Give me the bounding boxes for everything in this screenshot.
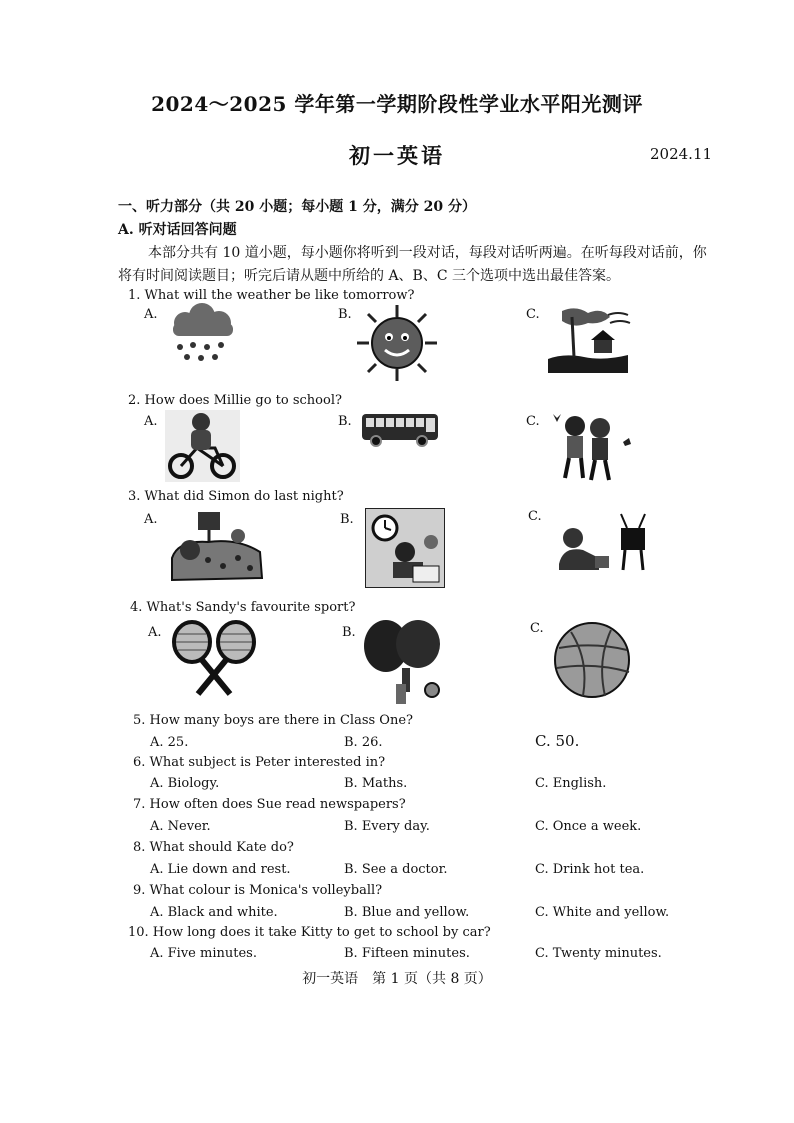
option-b: B. Blue and yellow. [344,905,470,920]
question-8: 8. What should Kate do? [133,840,294,855]
question-6: 6. What subject is Peter interested in? [133,755,386,770]
exam-subject: 初一英语 [349,143,445,168]
exam-date: 2024.11 [650,145,713,163]
sun-icon [355,303,439,383]
option-label: B. [342,625,356,640]
option-label: A. [144,512,158,527]
option-c: C. Once a week. [535,819,642,834]
section-heading: 一、听力部分（共 20 小题；每小题 1 分，满分 20 分） [118,199,476,215]
question-10: 10. How long does it take Kitty to get to school by car? [128,925,491,940]
option-c: C. 50. [535,732,580,750]
option-b: B. See a doctor. [344,862,448,877]
windy-tree-icon [544,303,632,373]
question-2: 2. How does Millie go to school? [128,393,342,408]
option-label: A. [144,307,158,322]
option-label: A. [148,625,162,640]
option-a: A. Five minutes. [150,946,257,961]
question-4: 4. What's Sandy's favourite sport? [130,600,356,615]
option-b: B. Fifteen minutes. [344,946,470,961]
option-c: C. Drink hot tea. [535,862,645,877]
page-footer: 初一英语 第 1 页（共 8 页） [302,971,492,987]
option-c: C. English. [535,776,607,791]
bicycle-icon [165,410,240,482]
question-5: 5. How many boys are there in Class One? [133,713,413,728]
watching-tv-icon [555,512,647,574]
walking-children-icon [545,408,640,486]
question-3: 3. What did Simon do last night? [128,489,344,504]
question-9: 9. What colour is Monica's volleyball? [133,883,383,898]
volleyball-icon [553,620,631,700]
sleeping-icon [168,508,266,586]
instructions-line-1: 本部分共有 10 道小题，每小题你将听到一段对话，每段对话听两遍。在听每段对话前，你 [148,245,707,261]
option-a: A. Lie down and rest. [150,862,291,877]
option-b: B. Every day. [344,819,430,834]
option-b: B. Maths. [344,776,408,791]
part-a-heading: A. 听对话回答问题 [118,222,237,238]
option-label: C. [526,307,540,322]
ping-pong-icon [362,618,444,706]
option-label: C. [526,414,540,429]
option-label: B. [338,307,352,322]
question-7: 7. How often does Sue read newspapers? [133,797,406,812]
option-b: B. 26. [344,735,383,750]
option-label: B. [340,512,354,527]
option-a: A. Black and white. [150,905,278,920]
option-c: C. White and yellow. [535,905,670,920]
option-label: B. [338,414,352,429]
instructions-line-2: 将有时间阅读题目；听完后请从题中所给的 A、B、C 三个选项中选出最佳答案。 [118,268,621,284]
homework-clock-icon [365,508,445,588]
option-c: C. Twenty minutes. [535,946,662,961]
option-a: A. 25. [150,735,189,750]
option-a: A. Biology. [150,776,220,791]
exam-title: 2024～2025 学年第一学期阶段性学业水平阳光测评 [151,92,643,116]
question-1: 1. What will the weather be like tomorrow? [128,288,415,303]
option-label: C. [528,509,542,524]
bus-icon [360,410,440,448]
option-a: A. Never. [150,819,211,834]
rain-cloud-icon [165,303,240,363]
option-label: A. [144,414,158,429]
tennis-rackets-icon [168,620,260,698]
option-label: C. [530,621,544,636]
